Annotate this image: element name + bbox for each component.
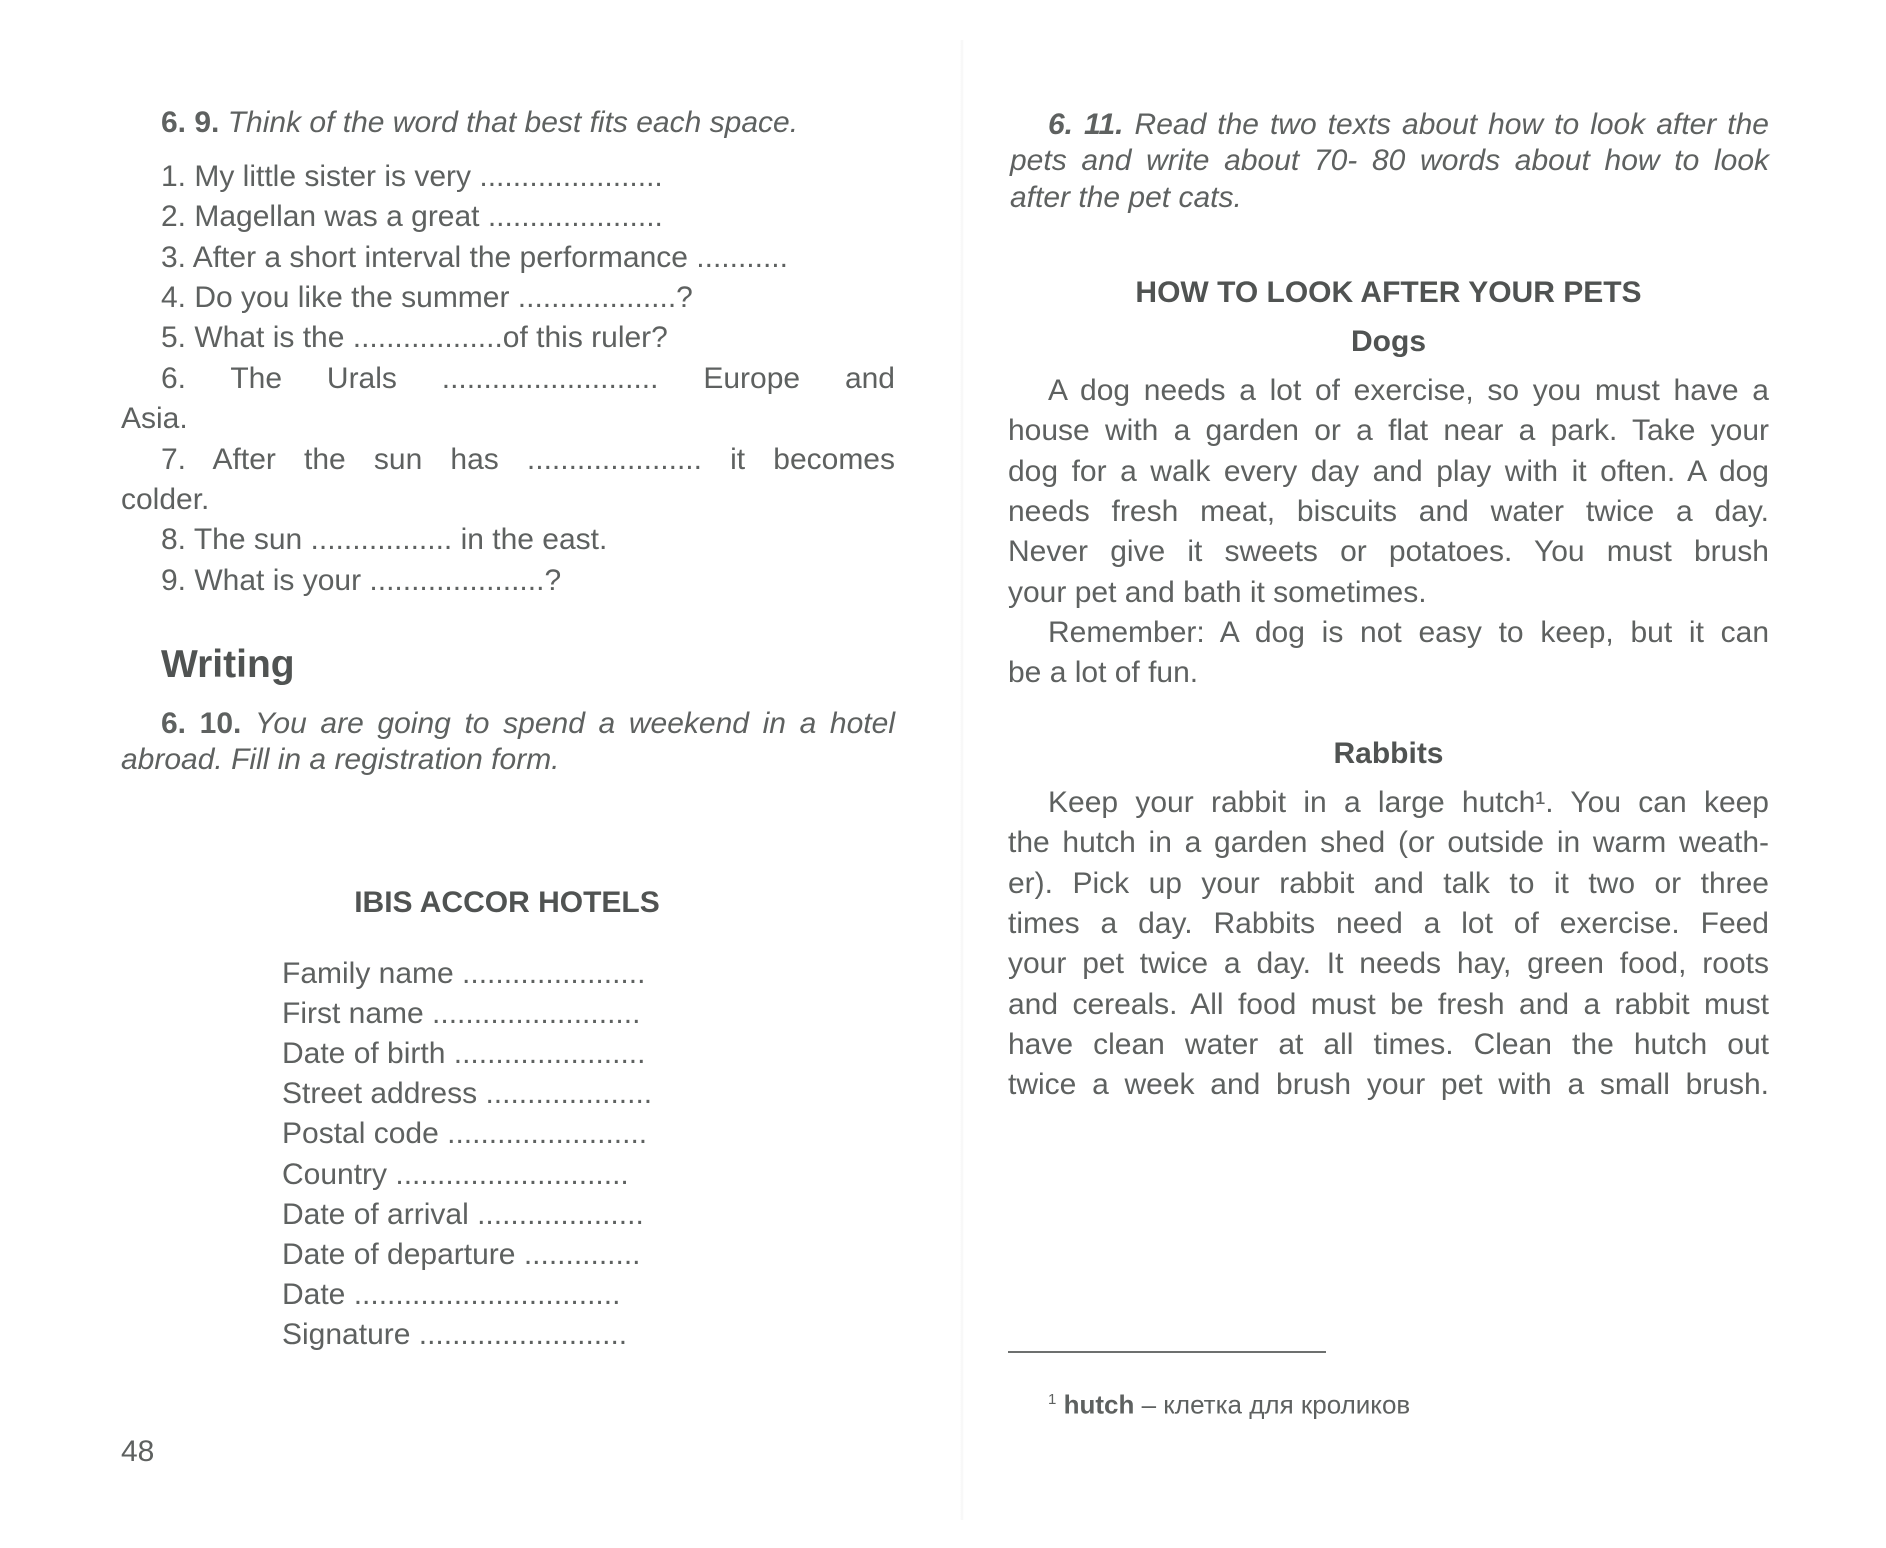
footnote [1048, 1382, 1410, 1423]
paragraph-line: A dog needs a lot of exercise, so you must have a [1048, 374, 1769, 407]
footnote-divider [1008, 1351, 1326, 1353]
exercise-item: colder. [121, 483, 210, 516]
exercise-6-11-line2: pets and write about 70- 80 words about how to look [1010, 144, 1769, 177]
paragraph-line: needs fresh meat, biscuits and water twice a day. [1008, 494, 1769, 528]
form-field: Family name ...................... [282, 957, 646, 990]
form-field: Date of arrival .................... [282, 1197, 644, 1231]
writing-heading: Writing [161, 643, 295, 686]
exercise-number: 6. 10. [161, 707, 242, 740]
exercise-item: 6. The Urals .......................... Europe and [161, 362, 895, 395]
exercise-item: 5. What is the ..................of this ruler? [161, 321, 668, 354]
page-number: 48 [121, 1435, 155, 1468]
exercise-item: 2. Magellan was a great ..................... [161, 200, 663, 233]
paragraph-line: times a day. Rabbits need a lot of exercise. Feed [1008, 906, 1769, 940]
form-field: Signature ......................... [282, 1317, 628, 1351]
paragraph-line: your pet twice a day. It needs hay, green food, roots [1008, 947, 1769, 981]
paragraph-line: the hutch in a garden shed (or outside in warm weath- [1008, 826, 1769, 860]
paragraph-line: dog for a walk every day and play with it often. A dog [1008, 454, 1769, 488]
exercise-6-10-line1 [161, 706, 895, 742]
form-field: Street address .................... [282, 1077, 653, 1111]
form-title: IBIS ACCOR HOTELS [354, 886, 660, 919]
paragraph-line: Never give it sweets or potatoes. You must brush [1008, 535, 1769, 569]
exercise-6-11-line3: after the pet cats. [1010, 181, 1242, 214]
exercise-item: 9. What is your .....................? [161, 564, 562, 597]
exercise-6-9-heading [161, 105, 798, 141]
exercise-instruction: Think of the word that best fits each space. [227, 106, 799, 139]
exercise-6-11-line1 [1048, 107, 1769, 143]
page-gutter [960, 40, 964, 1520]
exercise-item: 1. My little sister is very ...................... [161, 160, 663, 193]
exercise-instruction: You are going to spend a weekend in a hotel [255, 707, 895, 740]
form-field: Date of birth ....................... [282, 1037, 646, 1071]
exercise-item: Asia. [121, 402, 188, 435]
footnote-mark: 1 [1048, 1391, 1057, 1408]
exercise-6-10-line2: abroad. Fill in a registration form. [121, 743, 560, 776]
paragraph-line: Remember: A dog is not easy to keep, but it can [1048, 615, 1769, 649]
paragraph-line: and cereals. All food must be fresh and a rabbit must [1008, 987, 1769, 1021]
article-title: HOW TO LOOK AFTER YOUR PETS [1135, 276, 1642, 309]
dogs-heading: Dogs [1351, 325, 1426, 358]
exercise-number: 6. 9. [161, 106, 220, 139]
exercise-instruction: Read the two texts about how to look after the [1134, 108, 1769, 141]
paragraph-line: twice a week and brush your pet with a small brush. [1008, 1068, 1769, 1102]
exercise-item: 7. After the sun has ..................... it becomes [161, 443, 895, 476]
paragraph-line: your pet and bath it sometimes. [1008, 575, 1427, 609]
paragraph-line: be a lot of fun. [1008, 656, 1199, 690]
form-field: Country ............................ [282, 1157, 629, 1191]
paragraph-line: house with a garden or a flat near a park. Take your [1008, 414, 1769, 448]
exercise-number: 6. 11. [1048, 108, 1124, 141]
paragraph-line: have clean water at all times. Clean the hutch out [1008, 1027, 1769, 1061]
footnote-definition: – клетка для кроликов [1134, 1389, 1411, 1420]
form-field: Postal code ........................ [282, 1117, 648, 1151]
form-field: Date ................................ [282, 1277, 621, 1311]
rabbits-heading: Rabbits [1333, 737, 1444, 770]
form-field: First name ......................... [282, 997, 641, 1031]
exercise-item: 8. The sun ................. in the east. [161, 523, 608, 556]
exercise-item: 3. After a short interval the performance ........... [161, 241, 788, 274]
exercise-item: 4. Do you like the summer ...................? [161, 281, 693, 314]
footnote-term: hutch [1063, 1389, 1135, 1420]
paragraph-line: er). Pick up your rabbit and talk to it two or three [1008, 866, 1769, 900]
form-field: Date of departure .............. [282, 1237, 641, 1271]
paragraph-line: Keep your rabbit in a large hutch¹. You can keep [1048, 786, 1769, 819]
